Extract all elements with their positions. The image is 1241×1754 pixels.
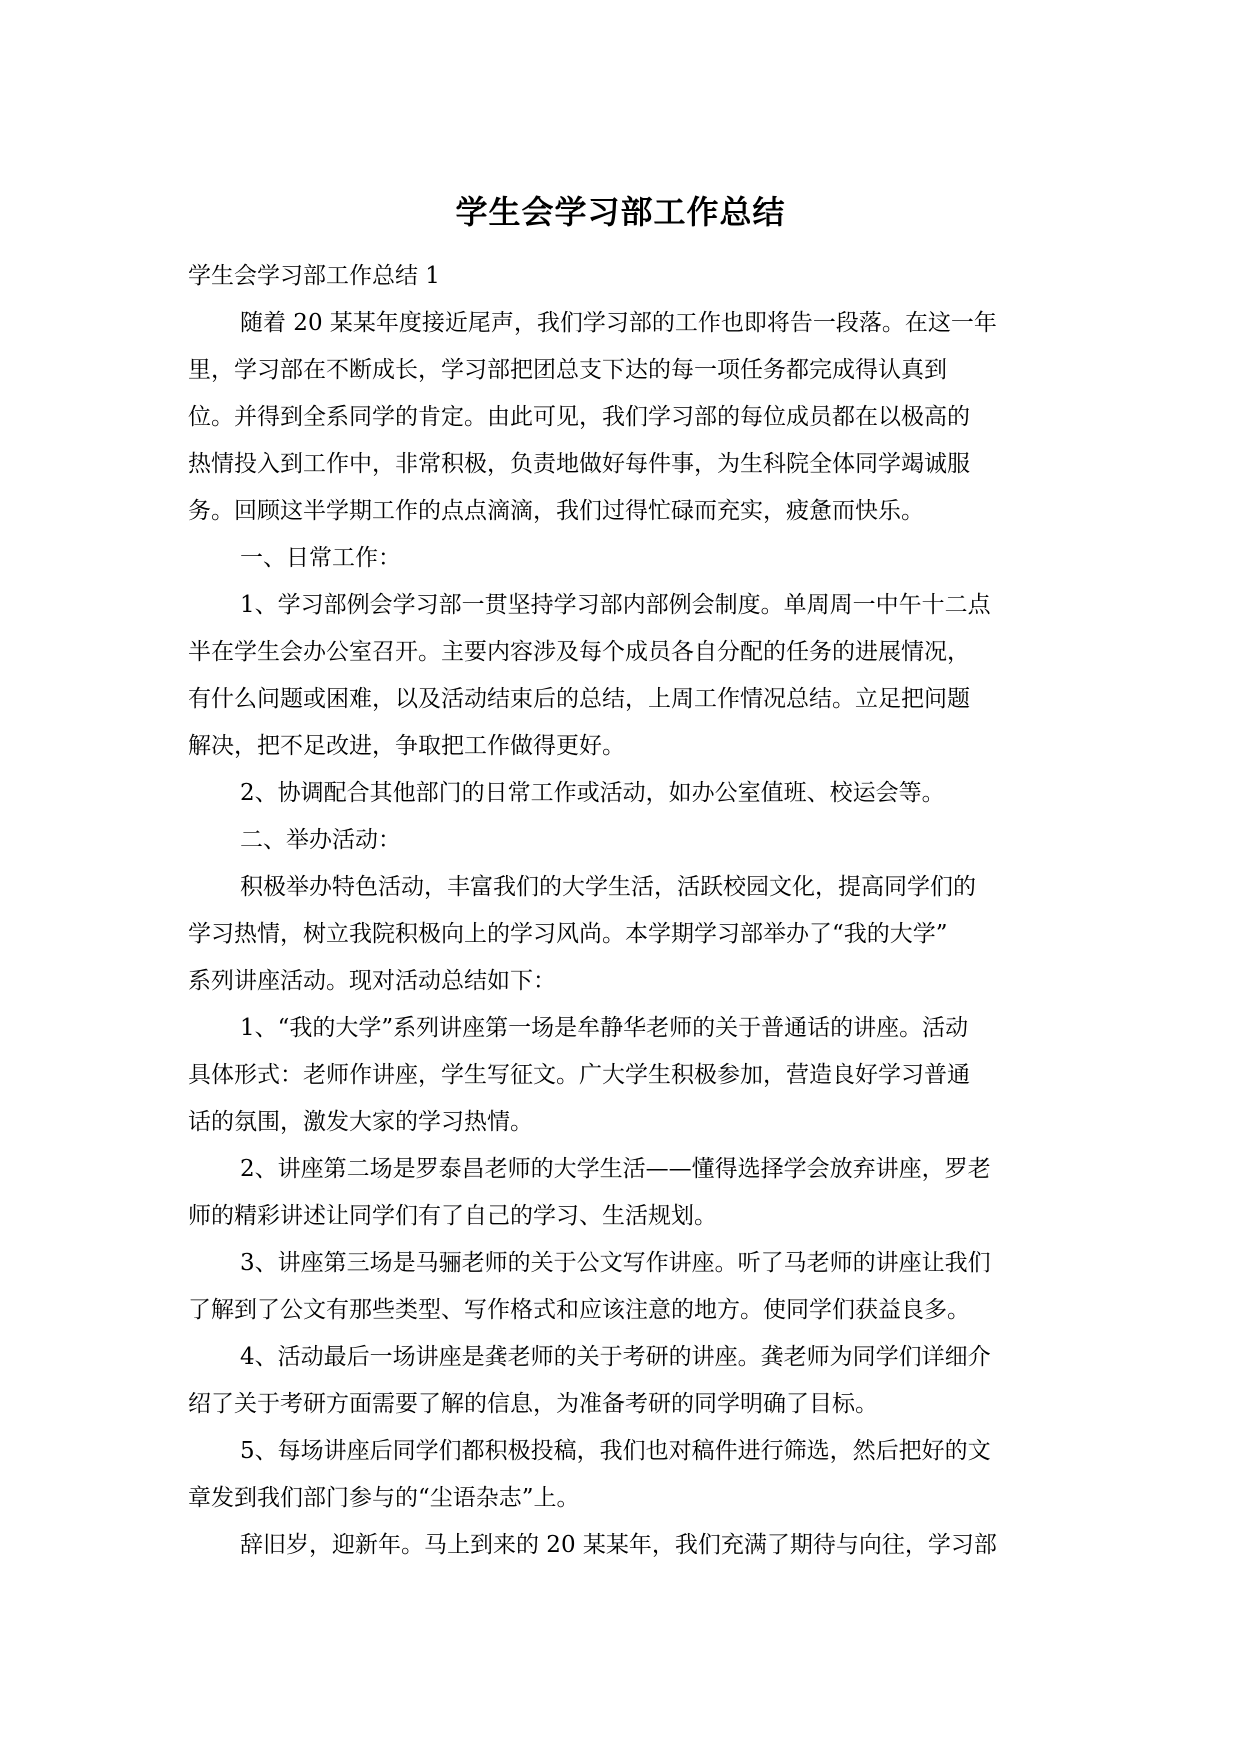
document-body — [188, 253, 1054, 1569]
text-line: 2、讲座第二场是罗泰昌老师的大学生活——懂得选择学会放弃讲座，罗老 — [240, 1156, 991, 1182]
text-line: 章发到我们部门参与的“尘语杂志”上。 — [188, 1485, 580, 1511]
text-line: 了解到了公文有那些类型、写作格式和应该注意的地方。使同学们获益良多。 — [188, 1297, 970, 1323]
text-line: 里，学习部在不断成长，学习部把团总支下达的每一项任务都完成得认真到 — [188, 357, 947, 383]
text-line: 3、讲座第三场是马骊老师的关于公文写作讲座。听了马老师的讲座让我们 — [240, 1250, 991, 1276]
text-line: 话的氛围，激发大家的学习热情。 — [188, 1109, 533, 1135]
text-line: 1、“我的大学”系列讲座第一场是牟静华老师的关于普通话的讲座。活动 — [240, 1015, 969, 1041]
text-line: 解决，把不足改进，争取把工作做得更好。 — [188, 733, 625, 759]
text-line: 积极举办特色活动，丰富我们的大学生活，活跃校园文化，提高同学们的 — [240, 874, 976, 900]
text-line: 1、学习部例会学习部一贯坚持学习部内部例会制度。单周周一中午十二点 — [240, 592, 991, 618]
text-line: 具体形式：老师作讲座，学生写征文。广大学生积极参加，营造良好学习普通 — [188, 1062, 970, 1088]
text-line: 4、活动最后一场讲座是龚老师的关于考研的讲座。龚老师为同学们详细介 — [240, 1344, 991, 1370]
text-line: 2、协调配合其他部门的日常工作或活动，如办公室值班、校运会等。 — [240, 780, 945, 806]
text-line: 二、举办活动： — [240, 827, 401, 853]
text-line: 一、日常工作： — [240, 545, 401, 571]
text-line: 学习热情，树立我院积极向上的学习风尚。本学期学习部举办了“我的大学” — [188, 921, 948, 947]
text-line: 师的精彩讲述让同学们有了自己的学习、生活规划。 — [188, 1203, 717, 1229]
text-line: 热情投入到工作中，非常积极，负责地做好每件事，为生科院全体同学竭诚服 — [188, 451, 970, 477]
text-line: 系列讲座活动。现对活动总结如下： — [188, 968, 556, 994]
text-line: 半在学生会办公室召开。主要内容涉及每个成员各自分配的任务的进展情况， — [188, 639, 970, 665]
text-line: 务。回顾这半学期工作的点点滴滴，我们过得忙碌而充实，疲惫而快乐。 — [188, 498, 924, 524]
text-line: 绍了关于考研方面需要了解的信息，为准备考研的同学明确了目标。 — [188, 1391, 878, 1417]
text-line: 5、每场讲座后同学们都积极投稿，我们也对稿件进行筛选，然后把好的文 — [240, 1438, 991, 1464]
text-line: 随着 20 某某年度接近尾声，我们学习部的工作也即将告一段落。在这一年 — [240, 310, 997, 336]
text-line: 辞旧岁，迎新年。马上到来的 20 某某年，我们充满了期待与向往，学习部 — [240, 1532, 997, 1558]
text-line: 有什么问题或困难，以及活动结束后的总结，上周工作情况总结。立足把问题 — [188, 686, 970, 712]
document-title: 学生会学习部工作总结 — [455, 193, 786, 231]
text-line: 学生会学习部工作总结 1 — [188, 263, 440, 289]
text-line: 位。并得到全系同学的肯定。由此可见，我们学习部的每位成员都在以极高的 — [188, 404, 970, 430]
